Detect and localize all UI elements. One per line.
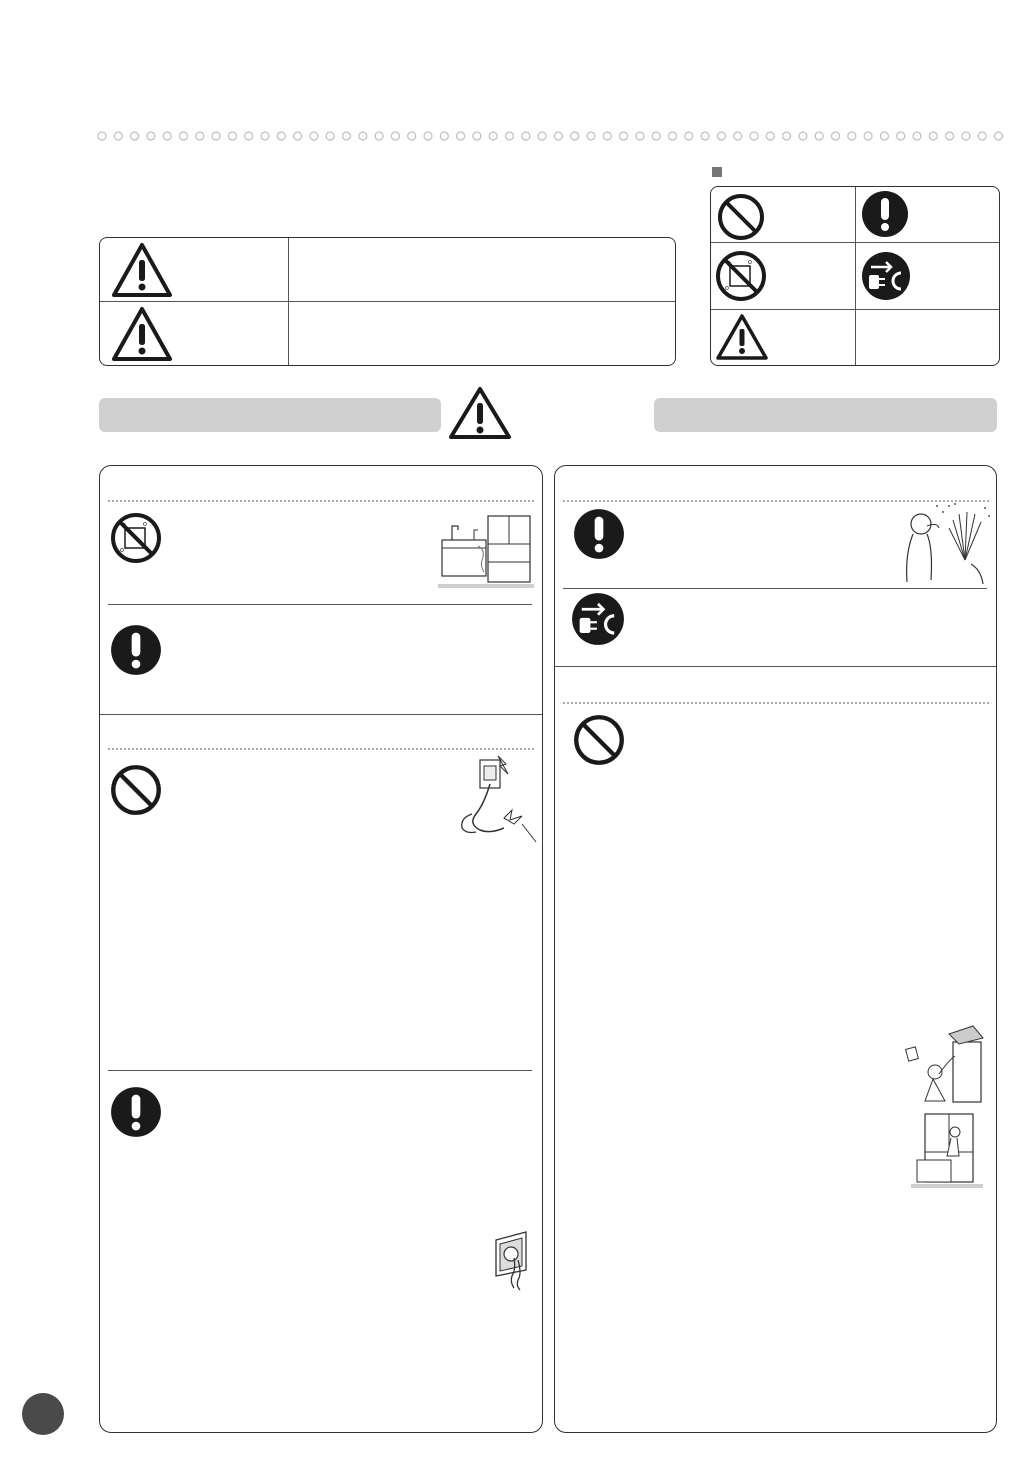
decorative-dot <box>685 132 693 140</box>
refrigerator-sink-illustration <box>438 510 534 590</box>
decorative-dot <box>473 132 481 140</box>
decorative-dot <box>848 132 856 140</box>
decorative-dot <box>408 132 416 140</box>
decorative-dot <box>897 132 905 140</box>
decorative-dot <box>554 132 562 140</box>
no-water-icon <box>715 250 767 302</box>
decorative-dot <box>913 132 921 140</box>
decorative-dot <box>946 132 954 140</box>
mandatory-icon <box>573 508 625 560</box>
decorative-dot <box>522 132 530 140</box>
unplug-icon <box>571 592 625 646</box>
decorative-dot <box>457 132 465 140</box>
right-warning-panel <box>554 465 997 1433</box>
decorative-dot-row <box>96 128 1004 144</box>
decorative-dot <box>652 132 660 140</box>
decorative-dot <box>375 132 383 140</box>
decorative-dot <box>310 132 318 140</box>
item-divider <box>108 604 532 605</box>
warning-triangle-icon <box>110 305 174 363</box>
decorative-dot <box>245 132 253 140</box>
symbol-legend-table <box>710 186 1000 366</box>
unplug-icon <box>861 251 911 301</box>
decorative-dot <box>163 132 171 140</box>
damaged-plug-illustration <box>452 754 538 844</box>
section-dotted-rule <box>563 702 989 704</box>
decorative-dot <box>228 132 236 140</box>
decorative-dot <box>571 132 579 140</box>
prohibition-icon <box>717 193 765 241</box>
svg-text:o: o <box>143 521 147 528</box>
decorative-dot <box>212 132 220 140</box>
signal-word-table <box>99 237 676 366</box>
decorative-dot <box>180 132 188 140</box>
decorative-dot <box>766 132 774 140</box>
decorative-dot <box>277 132 285 140</box>
legend-divider <box>855 187 856 365</box>
decorative-dot <box>326 132 334 140</box>
item-divider <box>563 588 987 589</box>
warning-triangle-icon <box>447 385 513 441</box>
decorative-dot <box>506 132 514 140</box>
decorative-dot <box>620 132 628 140</box>
decorative-dot <box>962 132 970 140</box>
decorative-dot <box>391 132 399 140</box>
decorative-dot <box>636 132 644 140</box>
left-warning-panel <box>99 465 543 1433</box>
decorative-dot <box>978 132 986 140</box>
warning-triangle-icon <box>110 241 174 299</box>
decorative-dot <box>587 132 595 140</box>
decorative-dot <box>343 132 351 140</box>
decorative-dot <box>603 132 611 140</box>
no-water-icon <box>110 512 162 564</box>
decorative-dot <box>669 132 677 140</box>
decorative-dot <box>880 132 888 140</box>
decorative-dot <box>864 132 872 140</box>
legend-bullet <box>712 167 722 177</box>
decorative-dot <box>196 132 204 140</box>
mandatory-icon <box>110 624 162 676</box>
decorative-dot <box>815 132 823 140</box>
section-divider <box>100 714 542 715</box>
child-climbing-fridge-illustration <box>903 1022 985 1190</box>
decorative-dot <box>799 132 807 140</box>
decorative-dot <box>832 132 840 140</box>
decorative-dot <box>261 132 269 140</box>
decorative-dot <box>783 132 791 140</box>
warning-triangle-icon <box>715 313 769 361</box>
decorative-dot <box>995 132 1003 140</box>
section-header-bar-right <box>654 398 997 432</box>
decorative-dot <box>734 132 742 140</box>
section-dotted-rule <box>108 500 534 502</box>
decorative-dot <box>131 132 139 140</box>
decorative-dot <box>359 132 367 140</box>
item-divider <box>108 1070 532 1071</box>
decorative-dot <box>424 132 432 140</box>
decorative-dot <box>750 132 758 140</box>
decorative-dot <box>98 132 106 140</box>
person-dust-spray-illustration <box>897 500 993 586</box>
legend-divider <box>711 309 999 310</box>
mandatory-icon <box>110 1086 162 1138</box>
svg-text:o: o <box>120 547 124 554</box>
decorative-dot <box>489 132 497 140</box>
page-number-badge <box>22 1393 64 1435</box>
decorative-dot <box>114 132 122 140</box>
prohibition-icon <box>110 764 162 816</box>
decorative-dot <box>929 132 937 140</box>
prohibition-icon <box>573 714 625 766</box>
decorative-dot <box>717 132 725 140</box>
section-dotted-rule <box>108 748 534 750</box>
section-header-bar-left <box>99 398 441 432</box>
wall-outlet-illustration <box>492 1230 532 1292</box>
decorative-dot <box>701 132 709 140</box>
svg-text:o: o <box>725 285 729 292</box>
decorative-dot <box>440 132 448 140</box>
decorative-dot <box>538 132 546 140</box>
section-divider <box>555 666 996 667</box>
svg-text:o: o <box>748 259 752 266</box>
decorative-dot <box>147 132 155 140</box>
mandatory-icon <box>861 190 909 238</box>
decorative-dot <box>294 132 302 140</box>
legend-divider <box>711 242 999 243</box>
table-divider <box>100 301 675 302</box>
